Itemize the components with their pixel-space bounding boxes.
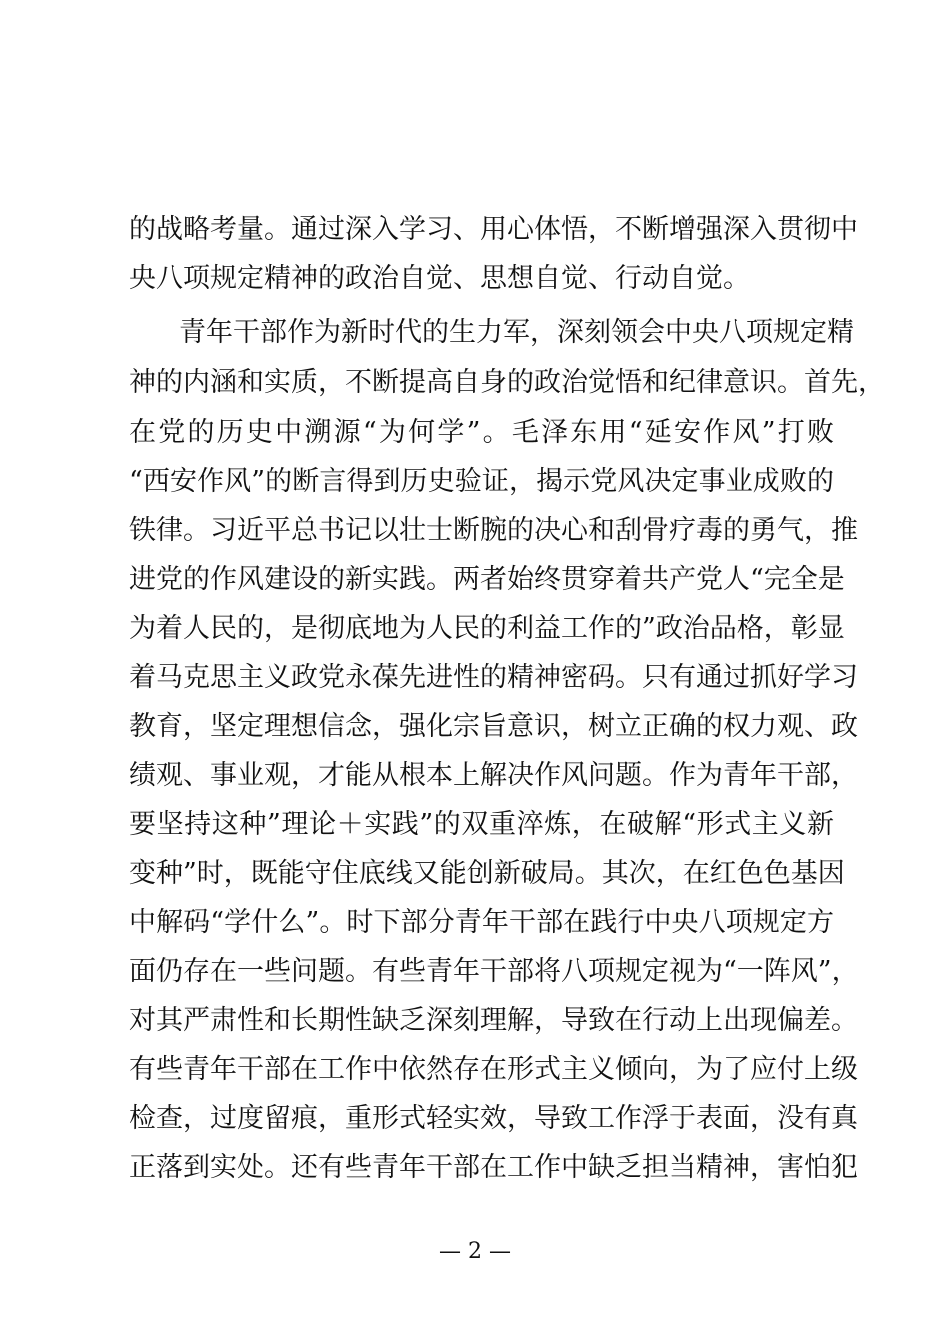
- paragraph-line: 正落到实处。还有些青年干部在工作中缺乏担当精神，害怕犯: [129, 1152, 858, 1183]
- paragraph-line: 检查，过度留痕，重形式轻实效，导致工作浮于表面，没有真: [129, 1103, 858, 1134]
- paragraph-line: 铁律。习近平总书记以壮士断腕的决心和刮骨疗毒的勇气，推: [129, 515, 858, 546]
- paragraph-line: 为着人民的，是彻底地为人民的利益工作的”政治品格，彰显: [129, 613, 845, 644]
- paragraph-line: 青年干部作为新时代的生力军，深刻领会中央八项规定精: [179, 317, 854, 348]
- paragraph-line: 着马克思主义政党永葆先进性的精神密码。只有通过抓好学习: [129, 662, 858, 693]
- page-number: — 2 —: [439, 1239, 511, 1264]
- paragraph-line: 央八项规定精神的政治自觉、思想自觉、行动自觉。: [129, 263, 750, 294]
- paragraph-line: 中解码“学什么”。时下部分青年干部在践行中央八项规定方: [129, 907, 834, 938]
- paragraph-line: 对其严肃性和长期性缺乏深刻理解，导致在行动上出现偏差。: [129, 1005, 858, 1036]
- paragraph-line: 神的内涵和实质，不断提高自身的政治觉悟和纪律意识。首先，: [129, 367, 885, 398]
- paragraph-line: 绩观、事业观，才能从根本上解决作风问题。作为青年干部，: [129, 760, 858, 791]
- paragraph-line: 有些青年干部在工作中依然存在形式主义倾向，为了应付上级: [129, 1054, 858, 1085]
- paragraph-line: 进党的作风建设的新实践。两者始终贯穿着共产党人“完全是: [129, 564, 845, 595]
- paragraph-line: 在党的历史中溯源“为何学”。毛泽东用“延安作风”打败: [129, 417, 834, 448]
- paragraph-line: 教育，坚定理想信念，强化宗旨意识，树立正确的权力观、政: [129, 711, 858, 742]
- paragraph-line: 变种”时，既能守住底线又能创新破局。其次，在红色色基因: [129, 858, 845, 889]
- paragraph-line: 的战略考量。通过深入学习、用心体悟，不断增强深入贯彻中: [129, 214, 858, 245]
- paragraph-line: 要坚持这种”理论＋实践”的双重淬炼，在破解“形式主义新: [129, 809, 834, 840]
- paragraph-line: 面仍存在一些问题。有些青年干部将八项规定视为“一阵风”，: [129, 956, 859, 987]
- paragraph-line: “西安作风”的断言得到历史验证，揭示党风决定事业成败的: [129, 466, 834, 497]
